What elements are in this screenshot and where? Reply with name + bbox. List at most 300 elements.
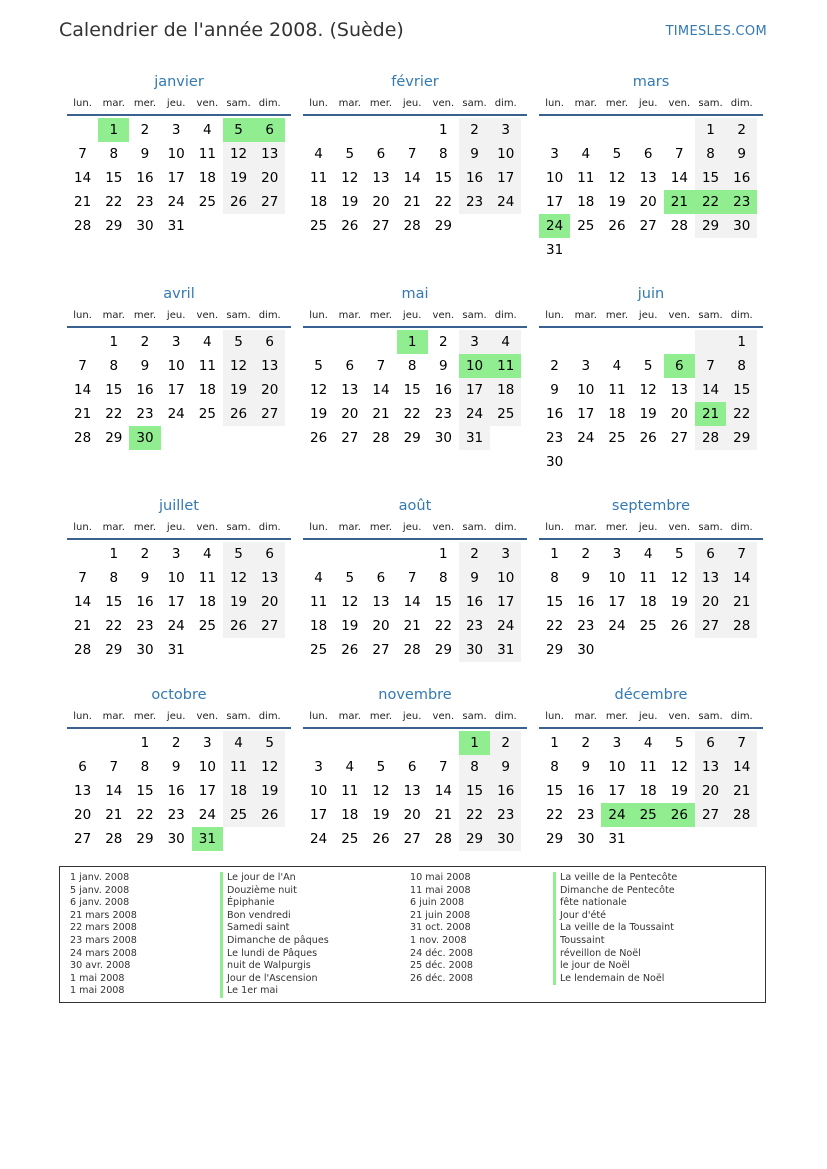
day-cell: 27 [254,190,285,214]
weekday-label: mer. [605,522,629,533]
day-grid [303,731,527,851]
day-cell: 14 [74,594,92,610]
day-cell: 27 [254,614,285,638]
header-rule [67,114,291,116]
day-cell: 24 [608,618,626,634]
day-cell: 10 [546,170,564,186]
day-grid [67,118,291,238]
day-cell: 8 [550,570,559,586]
month-block [303,494,527,662]
weekday-label: mer. [605,310,629,321]
day-cell: 30 [459,638,490,662]
day-cell: 27 [372,218,390,234]
legend-dates-right [410,872,473,985]
day-cell: 24 [490,190,521,214]
day-cell: 17 [577,406,595,422]
weekday-header [303,708,527,725]
day-cell: 9 [581,570,591,586]
day-cell: 12 [223,354,254,378]
day-cell: 18 [310,618,328,634]
day-cell: 15 [403,382,421,398]
empty-day-cell [67,118,98,142]
holiday-day-cell: 11 [490,354,521,378]
weekday-label: jeu. [166,98,186,109]
day-cell: 24 [167,406,185,422]
day-cell: 8 [407,358,417,374]
day-cell: 31 [167,218,185,234]
empty-day-cell [98,731,129,755]
day-cell: 3 [550,146,559,162]
day-cell: 28 [105,831,123,847]
legend-names-right [553,872,677,985]
day-cell: 31 [167,642,185,658]
weekday-label: lun. [545,711,564,722]
header-rule [67,326,291,328]
weekday-label: mar. [338,522,361,533]
day-cell: 3 [581,358,591,374]
day-cell: 4 [345,759,355,775]
day-cell: 19 [372,807,390,823]
holiday-date: 25 déc. 2008 [410,960,474,972]
day-cell: 11 [198,146,216,162]
day-cell: 15 [105,382,123,398]
holiday-name: La veille de la Toussaint [553,922,677,935]
holiday-day-cell: 31 [192,827,223,851]
day-cell: 21 [105,807,123,823]
day-cell: 4 [581,146,591,162]
weekday-label: dim. [258,98,281,109]
day-cell: 23 [577,618,595,634]
weekday-label: mar. [338,711,361,722]
day-cell: 13 [341,382,359,398]
day-cell: 26 [223,402,254,426]
weekday-label: dim. [730,522,753,533]
day-grid [303,330,527,450]
day-cell: 19 [670,783,688,799]
day-cell: 11 [198,570,216,586]
day-cell: 25 [223,803,254,827]
month-block [67,494,291,662]
day-cell: 31 [459,426,490,450]
holiday-day-cell: 22 [695,190,726,214]
day-cell: 1 [109,334,119,350]
weekday-label: sam. [698,310,723,321]
header-rule [303,727,527,729]
day-cell: 8 [550,759,559,775]
weekday-label: lun. [545,522,564,533]
day-cell: 11 [639,570,657,586]
day-cell: 14 [105,783,123,799]
day-cell: 30 [577,642,595,658]
day-cell: 7 [726,542,757,566]
weekday-label: mar. [102,522,125,533]
header-rule [303,326,527,328]
day-cell: 20 [254,378,285,402]
holiday-day-cell: 1 [459,731,490,755]
empty-day-cell [664,330,695,354]
day-cell: 6 [376,570,386,586]
weekday-header [67,95,291,112]
holiday-day-cell: 26 [664,803,695,827]
day-cell: 3 [490,542,521,566]
day-cell: 17 [198,783,216,799]
holiday-name: nuit de Walpurgis [220,960,329,973]
day-cell: 15 [434,170,452,186]
day-cell: 15 [546,594,564,610]
holiday-day-cell: 21 [695,402,726,426]
weekday-label: ven. [668,522,691,533]
empty-day-cell [570,330,601,354]
day-cell: 13 [695,755,726,779]
month-name: novembre [378,687,452,703]
weekday-header [539,519,763,536]
day-cell: 1 [695,118,726,142]
month-block [303,70,527,238]
day-cell: 7 [695,354,726,378]
site-link[interactable]: TIMESLES.COM [665,24,767,39]
day-cell: 12 [670,759,688,775]
day-cell: 15 [459,779,490,803]
day-grid [67,731,291,851]
month-name: juillet [159,498,199,514]
day-cell: 28 [372,430,390,446]
empty-day-cell [303,731,334,755]
empty-day-cell [303,330,334,354]
day-cell: 24 [459,402,490,426]
day-cell: 21 [403,194,421,210]
weekday-label: ven. [432,98,455,109]
empty-day-cell [428,731,459,755]
weekday-header [67,307,291,324]
weekday-label: jeu. [402,98,422,109]
weekday-label: mar. [102,711,125,722]
holiday-date: 24 déc. 2008 [410,947,474,959]
weekday-label: dim. [258,310,281,321]
day-cell: 25 [198,618,216,634]
day-cell: 16 [136,382,154,398]
weekday-label: mer. [133,310,157,321]
weekday-label: jeu. [402,711,422,722]
day-cell: 14 [695,378,726,402]
day-cell: 26 [341,218,359,234]
weekday-label: dim. [730,310,753,321]
weekday-label: lun. [73,98,92,109]
day-cell: 18 [198,170,216,186]
weekday-header [303,307,527,324]
day-cell: 17 [310,807,328,823]
month-name: septembre [611,498,691,514]
day-cell: 12 [341,594,359,610]
month-name: février [391,74,439,90]
day-cell: 17 [490,590,521,614]
day-cell: 5 [345,570,355,586]
weekday-label: ven. [432,522,455,533]
weekday-label: ven. [432,711,455,722]
weekday-header [539,95,763,112]
month-block [539,282,763,474]
weekday-header [539,307,763,324]
holiday-date: 1 nov. 2008 [410,934,467,946]
day-cell: 23 [136,194,154,210]
empty-day-cell [601,330,632,354]
day-cell: 25 [310,218,328,234]
header-rule [539,114,763,116]
holiday-name: Toussaint [553,935,677,948]
empty-day-cell [664,118,695,142]
day-cell: 10 [167,146,185,162]
weekday-label: mar. [574,310,597,321]
day-cell: 30 [434,430,452,446]
day-cell: 10 [167,358,185,374]
day-cell: 16 [726,166,757,190]
day-cell: 9 [140,570,150,586]
day-cell: 30 [136,642,154,658]
holiday-day-cell: 23 [726,190,757,214]
empty-day-cell [397,731,428,755]
holiday-date: 21 mars 2008 [70,909,137,921]
day-cell: 21 [403,618,421,634]
day-cell: 7 [78,358,87,374]
day-cell: 10 [490,566,521,590]
day-cell: 20 [372,194,390,210]
day-cell: 15 [105,170,123,186]
day-grid [539,118,763,262]
day-cell: 12 [223,142,254,166]
day-cell: 18 [639,594,657,610]
day-cell: 5 [223,542,254,566]
day-cell: 6 [407,759,417,775]
day-cell: 13 [74,783,92,799]
weekday-label: mer. [369,98,393,109]
holiday-date: 1 janv. 2008 [70,872,130,883]
weekday-label: mer. [133,522,157,533]
day-cell: 5 [254,731,285,755]
day-cell: 27 [254,402,285,426]
holiday-day-cell: 24 [539,214,570,238]
day-cell: 21 [372,406,390,422]
holiday-day-cell: 24 [601,803,632,827]
day-cell: 30 [577,831,595,847]
day-cell: 26 [608,218,626,234]
holiday-day-cell: 1 [397,330,428,354]
day-cell: 13 [670,382,688,398]
day-cell: 23 [459,614,490,638]
empty-day-cell [397,542,428,566]
day-cell: 22 [726,402,757,426]
day-cell: 4 [490,330,521,354]
day-cell: 2 [459,542,490,566]
weekday-label: lun. [309,522,328,533]
empty-day-cell [303,118,334,142]
day-cell: 12 [254,755,285,779]
day-cell: 8 [109,570,119,586]
day-cell: 12 [670,570,688,586]
empty-day-cell [334,731,365,755]
day-cell: 17 [546,194,564,210]
empty-day-cell [334,330,365,354]
day-cell: 2 [581,546,591,562]
day-cell: 19 [341,194,359,210]
day-cell: 27 [695,614,726,638]
day-cell: 5 [314,358,323,374]
day-cell: 13 [254,566,285,590]
day-cell: 28 [74,430,92,446]
holiday-day-cell: 6 [664,354,695,378]
day-cell: 20 [254,590,285,614]
day-cell: 16 [136,170,154,186]
day-cell: 18 [490,378,521,402]
day-grid [539,330,763,474]
weekday-label: jeu. [638,522,658,533]
day-cell: 14 [726,566,757,590]
day-cell: 29 [434,218,452,234]
day-cell: 21 [726,590,757,614]
day-cell: 12 [310,382,328,398]
day-cell: 9 [459,142,490,166]
day-cell: 11 [577,170,595,186]
day-cell: 8 [140,759,150,775]
day-cell: 19 [341,618,359,634]
day-cell: 8 [439,570,448,586]
day-cell: 5 [376,759,386,775]
day-cell: 3 [171,122,181,138]
empty-day-cell [539,118,570,142]
weekday-label: mar. [338,98,361,109]
day-cell: 14 [434,783,452,799]
day-cell: 8 [439,146,448,162]
month-name: mars [632,74,670,90]
day-cell: 6 [643,146,653,162]
day-cell: 26 [372,831,390,847]
holiday-name: Jour de l'Ascension [220,973,329,986]
weekday-label: jeu. [402,522,422,533]
day-cell: 2 [490,731,521,755]
holiday-name: Le lendemain de Noël [553,973,677,986]
day-cell: 16 [136,594,154,610]
month-block [67,70,291,238]
day-cell: 17 [167,382,185,398]
holiday-date: 5 janv. 2008 [70,884,130,896]
day-cell: 3 [612,735,622,751]
day-cell: 4 [643,546,653,562]
day-cell: 5 [643,358,653,374]
month-block [539,70,763,262]
day-cell: 19 [608,194,626,210]
day-cell: 22 [136,807,154,823]
day-cell: 21 [434,807,452,823]
day-cell: 22 [434,194,452,210]
month-name: août [398,498,432,514]
day-cell: 10 [198,759,216,775]
weekday-label: sam. [226,98,251,109]
day-cell: 9 [490,755,521,779]
legend-dates-left [70,872,137,998]
day-cell: 17 [608,594,626,610]
holiday-date: 26 déc. 2008 [410,972,474,984]
day-cell: 29 [105,218,123,234]
day-cell: 20 [254,166,285,190]
day-cell: 31 [546,242,564,258]
day-cell: 6 [254,542,285,566]
day-cell: 27 [372,642,390,658]
weekday-header [539,708,763,725]
empty-day-cell [365,330,396,354]
weekday-label: dim. [730,711,753,722]
day-cell: 6 [345,358,355,374]
day-cell: 19 [223,166,254,190]
day-cell: 16 [434,382,452,398]
empty-day-cell [397,118,428,142]
day-cell: 10 [167,570,185,586]
day-cell: 15 [546,783,564,799]
weekday-label: jeu. [166,711,186,722]
holiday-name: Le 1er mai [220,985,329,998]
day-cell: 10 [310,783,328,799]
month-name: octobre [151,687,207,703]
day-cell: 20 [670,406,688,422]
day-cell: 25 [639,618,657,634]
day-cell: 7 [78,570,87,586]
day-grid [539,542,763,662]
day-cell: 22 [546,807,564,823]
day-cell: 25 [490,402,521,426]
day-grid [303,542,527,662]
day-cell: 25 [341,831,359,847]
day-cell: 13 [372,594,390,610]
day-cell: 12 [639,382,657,398]
weekday-header [67,708,291,725]
day-cell: 4 [643,735,653,751]
day-cell: 29 [546,831,564,847]
empty-day-cell [601,118,632,142]
holiday-day-cell: 25 [633,803,664,827]
weekday-label: mar. [574,98,597,109]
day-cell: 13 [254,142,285,166]
holiday-day-cell: 6 [254,118,285,142]
day-cell: 21 [74,194,92,210]
day-cell: 28 [434,831,452,847]
day-cell: 22 [105,406,123,422]
day-cell: 7 [109,759,119,775]
day-cell: 26 [223,614,254,638]
month-name: avril [163,286,195,302]
weekday-label: dim. [494,310,517,321]
day-cell: 24 [167,618,185,634]
day-cell: 21 [74,406,92,422]
day-cell: 11 [608,382,626,398]
day-cell: 29 [695,214,726,238]
weekday-label: ven. [432,310,455,321]
day-cell: 19 [254,779,285,803]
day-cell: 20 [403,807,421,823]
day-cell: 23 [577,807,595,823]
day-cell: 14 [726,755,757,779]
day-cell: 10 [577,382,595,398]
weekday-label: lun. [545,98,564,109]
day-cell: 1 [140,735,150,751]
day-cell: 4 [223,731,254,755]
weekday-label: mer. [133,711,157,722]
day-grid [539,731,763,851]
holiday-name: Épiphanie [220,897,329,910]
day-cell: 19 [223,378,254,402]
day-cell: 10 [490,142,521,166]
month-block [67,683,291,851]
day-cell: 9 [581,759,591,775]
day-cell: 23 [136,618,154,634]
day-cell: 6 [78,759,87,775]
weekday-label: mer. [133,98,157,109]
